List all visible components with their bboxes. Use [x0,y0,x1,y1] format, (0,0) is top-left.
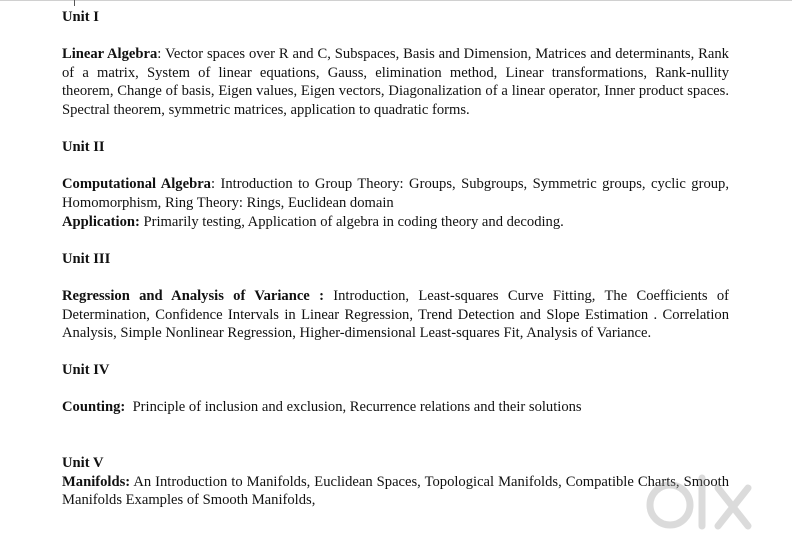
topic-label: Regression and Analysis of Variance : [62,287,324,304]
unit-2-heading: Unit II [62,139,105,156]
unit-1-heading: Unit I [62,9,99,25]
unit-2-application [62,213,729,232]
topic-label: Computational Algebra [62,176,211,193]
spacer [62,417,729,454]
spacer [62,268,729,287]
spacer [62,343,729,362]
syllabus-document [62,8,729,510]
label-separator [324,288,333,304]
text-cursor [74,0,75,6]
unit-3-paragraph [62,287,729,343]
spacer [62,120,729,139]
spacer [62,27,729,46]
unit-1-paragraph [62,45,729,119]
topic-text: Primarily testing, Application of algebra in coding theory and decoding. [143,213,564,230]
label-separator: : [157,46,165,63]
topic-label: Manifolds: [62,473,131,490]
unit-5-heading: Unit V [62,455,104,472]
unit-4-paragraph [62,398,729,417]
top-border-line [0,0,792,1]
topic-text: Principle of inclusion and exclusion, Recurrence relations and their solutions [132,399,582,416]
topic-label: Linear Algebra [62,46,158,63]
topic-text: Introduction to Group Theory: Groups, Subgroups, Symmetric groups, cyclic group, Homomorphism, Ring Theory: Rings, Euclidean domain [62,176,729,211]
topic-label: Application: [62,213,140,230]
topic-text: An Introduction to Manifolds, Euclidean Spaces, Topological Manifolds, Compatible Charts, Smooth Manifolds Examples of Smooth Manifolds, [62,473,730,509]
unit-2-paragraph [62,175,729,212]
spacer [62,157,729,176]
label-separator: : [210,176,221,193]
topic-label: Counting: [62,399,126,416]
unit-3-heading: Unit III [62,250,111,267]
unit-4-heading: Unit IV [62,362,110,379]
topic-text: Introduction, Least-squares Curve Fitting, The Coefficients of Determination, Confidence Intervals in Linear Regression, Trend Detection and Slope Estimation . Correlation Analysis, Simple Nonlinear Regression, Higher-dimensional Least-squares Fit, Analysis of Variance. [62,287,729,342]
label-separator [125,399,132,415]
spacer [62,231,729,250]
unit-5-paragraph [62,473,729,510]
topic-text: Vector spaces over R and C, Subspaces, Basis and Dimension, Matrices and determinants, Rank of a matrix, System of linear equations, Gauss, elimination method, Linear transformations, Rank-nullity theorem, Change of basis, Eigen values, Eigen vectors, Diagonalization of a linear operator, Inner product spaces. Spectral theorem, symmetric matrices, application to quadratic forms. [62,46,729,118]
spacer [62,380,729,399]
